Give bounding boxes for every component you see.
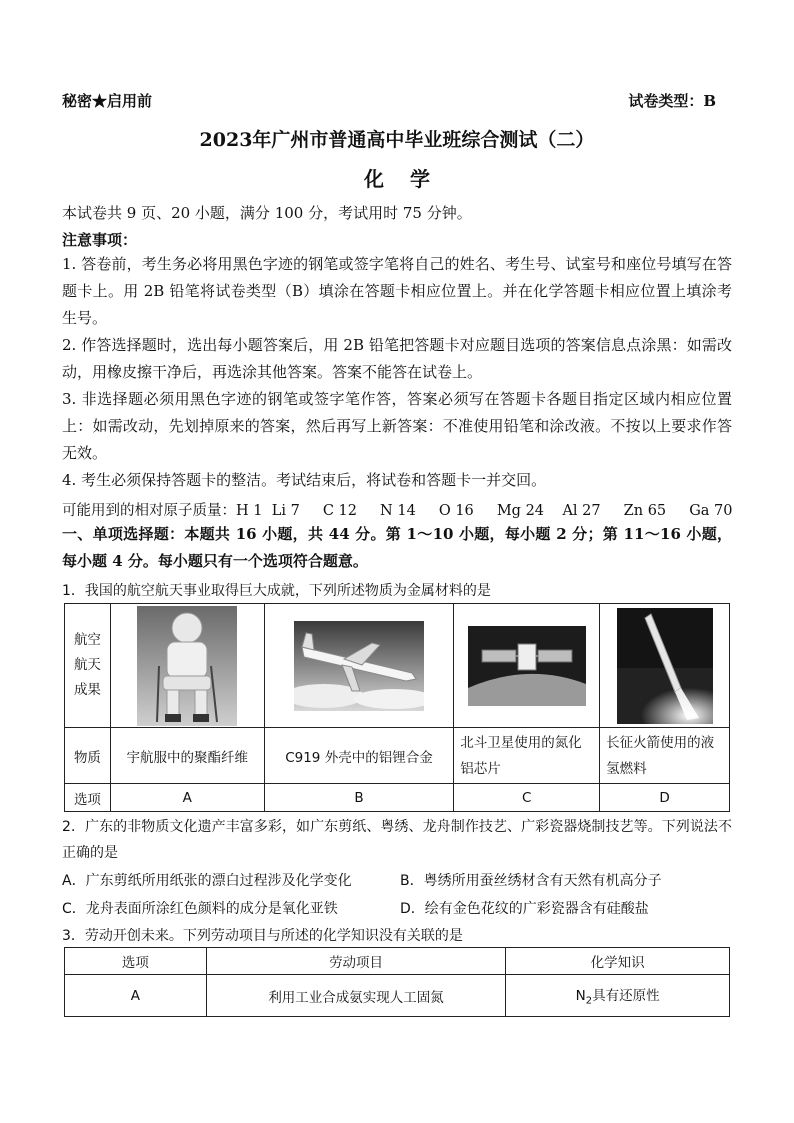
q3-row-a-project: 利用工业合成氨实现人工固氮 — [206, 975, 506, 1017]
q3-header-knowledge: 化学知识 — [506, 948, 730, 975]
q1-option-label: 选项 — [65, 784, 111, 812]
airplane-photo-icon — [294, 621, 424, 711]
q1-material-a: 宇航服中的聚酯纤维 — [110, 728, 264, 784]
intro-text: 本试卷共 9 页、20 小题，满分 100 分，考试用时 75 分钟。 — [62, 204, 472, 222]
q2-choice-b: B．粤绣所用蚕丝绣材含有天然有机高分子 — [400, 873, 662, 889]
notice-2: 2. 作答选择题时，选出每小题答案后，用 2B 铅笔把答题卡对应题目选项的答案信息点涂黑：如需改动，用橡皮擦干净后，再选涂其他答案。答案不能答在试卷上。 — [62, 336, 732, 381]
q1-image-row — [65, 604, 730, 728]
atomic-mass-line: 可能用到的相对原子质量：H 1 Li 7 C 12 N 14 O 16 Mg 24 Al 27 Zn 65 Ga 70 — [62, 503, 733, 519]
notice-1: 1. 答卷前，考生务必将用黑色字迹的钢笔或签字笔将自己的姓名、考生号、试室号和座位号填写在答题卡上。用 2B 铅笔将试卷类型（B）填涂在答题卡相应位置上。并在化学答题卡相应位置上填涂考生号。 — [62, 255, 732, 327]
notice-title: 注意事项： — [62, 231, 138, 249]
q2-choice-a: A．广东剪纸所用纸张的漂白过程涉及化学变化 — [62, 873, 352, 889]
q1-option-b: B — [264, 784, 454, 812]
q1-option-row — [65, 784, 730, 812]
q3-header-option: 选项 — [65, 948, 207, 975]
satellite-photo-cell — [454, 604, 600, 728]
section-1-heading: 一、单项选择题：本题共 16 小题，共 44 分。第 1～10 小题，每小题 2 分；第 11～16 小题，每小题 4 分。每小题只有一个选项符合题意。 — [62, 525, 732, 570]
q1-option-a: A — [110, 784, 264, 812]
q2-stem: 2．广东的非物质文化遗产丰富多彩，如广东剪纸、粤绣、龙舟制作技艺、广彩瓷器烧制技艺等。下列说法不正确的是 — [62, 819, 732, 861]
q3-knowledge-text: 具有还原性 — [592, 988, 660, 1005]
q1-option-c: C — [454, 784, 600, 812]
q2-choice-c: C．龙舟表面所涂红色颜料的成分是氧化亚铁 — [62, 901, 338, 917]
q1-achievement-label: 航空 航天 成果 — [65, 604, 111, 728]
paper-type-label: 试卷类型：B — [628, 92, 716, 110]
q1-stem: 1．我国的航空航天事业取得巨大成就，下列所述物质为金属材料的是 — [62, 583, 491, 599]
rocket-photo-cell — [600, 604, 730, 728]
satellite-photo-icon — [468, 626, 586, 706]
q1-table — [64, 603, 730, 812]
q3-row-a-knowledge — [506, 975, 730, 1017]
q3-knowledge-subscript: 2 — [585, 995, 593, 1007]
q3-row-a-option: A — [65, 975, 207, 1017]
notice-4: 4. 考生必须保持答题卡的整洁。考试结束后，将试卷和答题卡一并交回。 — [62, 471, 547, 489]
q2-choice-d: D．绘有金色花纹的广彩瓷器含有硅酸盐 — [400, 901, 649, 917]
q1-material-row — [65, 728, 730, 784]
q1-material-label: 物质 — [65, 728, 111, 784]
q3-stem: 3．劳动开创未来。下列劳动项目与所述的化学知识没有关联的是 — [62, 928, 463, 944]
exam-title: 2023年广州市普通高中毕业班综合测试（二） — [199, 129, 595, 151]
q3-header-row — [65, 948, 730, 975]
q1-material-d: 长征火箭使用的液氢燃料 — [600, 728, 730, 784]
airplane-photo-cell — [264, 604, 454, 728]
q1-material-c: 北斗卫星使用的氮化铝芯片 — [454, 728, 600, 784]
subject-title: 化学 — [364, 167, 456, 191]
secret-label: 秘密★启用前 — [62, 92, 153, 110]
astronaut-photo-icon — [137, 606, 237, 726]
q3-row-a — [65, 975, 730, 1017]
q3-table — [64, 947, 730, 1017]
rocket-photo-icon — [617, 608, 713, 724]
q1-option-d: D — [600, 784, 730, 812]
q1-material-b: C919 外壳中的铝锂合金 — [264, 728, 454, 784]
q3-header-project: 劳动项目 — [206, 948, 506, 975]
astronaut-photo-cell — [110, 604, 264, 728]
notice-3: 3. 非选择题必须用黑色字迹的钢笔或签字笔作答，答案必须写在答题卡各题目指定区域内相应位置上：如需改动，先划掉原来的答案，然后再写上新答案：不准使用铅笔和涂改液。不按以上要求作答无效。 — [62, 390, 732, 462]
q3-knowledge-element: N — [575, 988, 586, 1005]
